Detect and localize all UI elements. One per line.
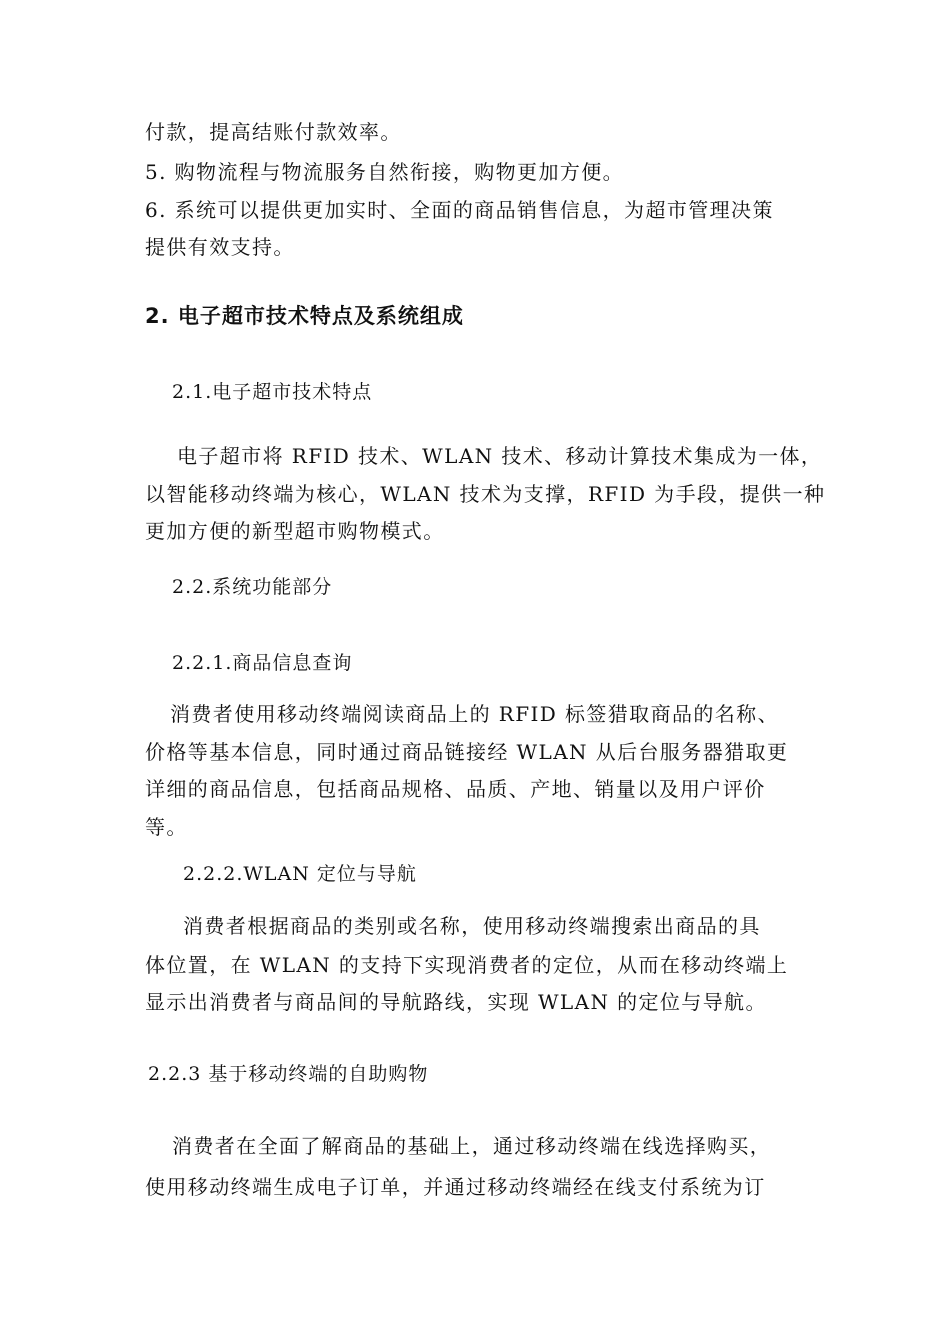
paragraph-line: 详细的商品信息，包括商品规格、品质、产地、销量以及用户评价 xyxy=(145,777,766,801)
list-item-6: 6. 系统可以提供更加实时、全面的商品销售信息，为超市管理决策 xyxy=(145,198,774,222)
paragraph-line: 消费者在全面了解商品的基础上，通过移动终端在线选择购买， xyxy=(172,1134,772,1158)
paragraph-line: 以智能移动终端为核心，WLAN 技术为支撑，RFID 为手段，提供一种 xyxy=(145,482,826,506)
paragraph-line: 更加方便的新型超市购物模式。 xyxy=(145,519,445,543)
text-line: 提供有效支持。 xyxy=(145,235,295,259)
paragraph-line: 消费者根据商品的类别或名称，使用移动终端搜索出商品的具 xyxy=(183,914,761,938)
list-item-5: 5. 购物流程与物流服务自然衔接，购物更加方便。 xyxy=(145,160,625,184)
subsection-heading: 2.2.2.WLAN 定位与导航 xyxy=(183,863,417,885)
paragraph-line: 显示出消费者与商品间的导航路线，实现 WLAN 的定位与导航。 xyxy=(145,990,767,1014)
subsection-heading: 2.2.系统功能部分 xyxy=(172,576,333,598)
paragraph-line: 体位置，在 WLAN 的支持下实现消费者的定位，从而在移动终端上 xyxy=(145,953,789,977)
paragraph-line: 使用移动终端生成电子订单，并通过移动终端经在线支付系统为订 xyxy=(145,1175,766,1199)
subsection-heading: 2.2.3 基于移动终端的自助购物 xyxy=(148,1063,429,1085)
paragraph-line: 电子超市将 RFID 技术、WLAN 技术、移动计算技术集成为一体， xyxy=(177,444,823,468)
paragraph-line: 价格等基本信息，同时通过商品链接经 WLAN 从后台服务器猎取更 xyxy=(145,740,789,764)
subsection-heading: 2.2.1.商品信息查询 xyxy=(172,652,353,674)
text-line: 付款，提高结账付款效率。 xyxy=(145,120,402,144)
subsection-heading: 2.1.电子超市技术特点 xyxy=(172,381,373,403)
section-heading: 2. 电子超市技术特点及系统组成 xyxy=(145,304,464,328)
paragraph-line: 消费者使用移动终端阅读商品上的 RFID 标签猎取商品的名称、 xyxy=(170,702,779,726)
paragraph-line: 等。 xyxy=(145,815,188,839)
